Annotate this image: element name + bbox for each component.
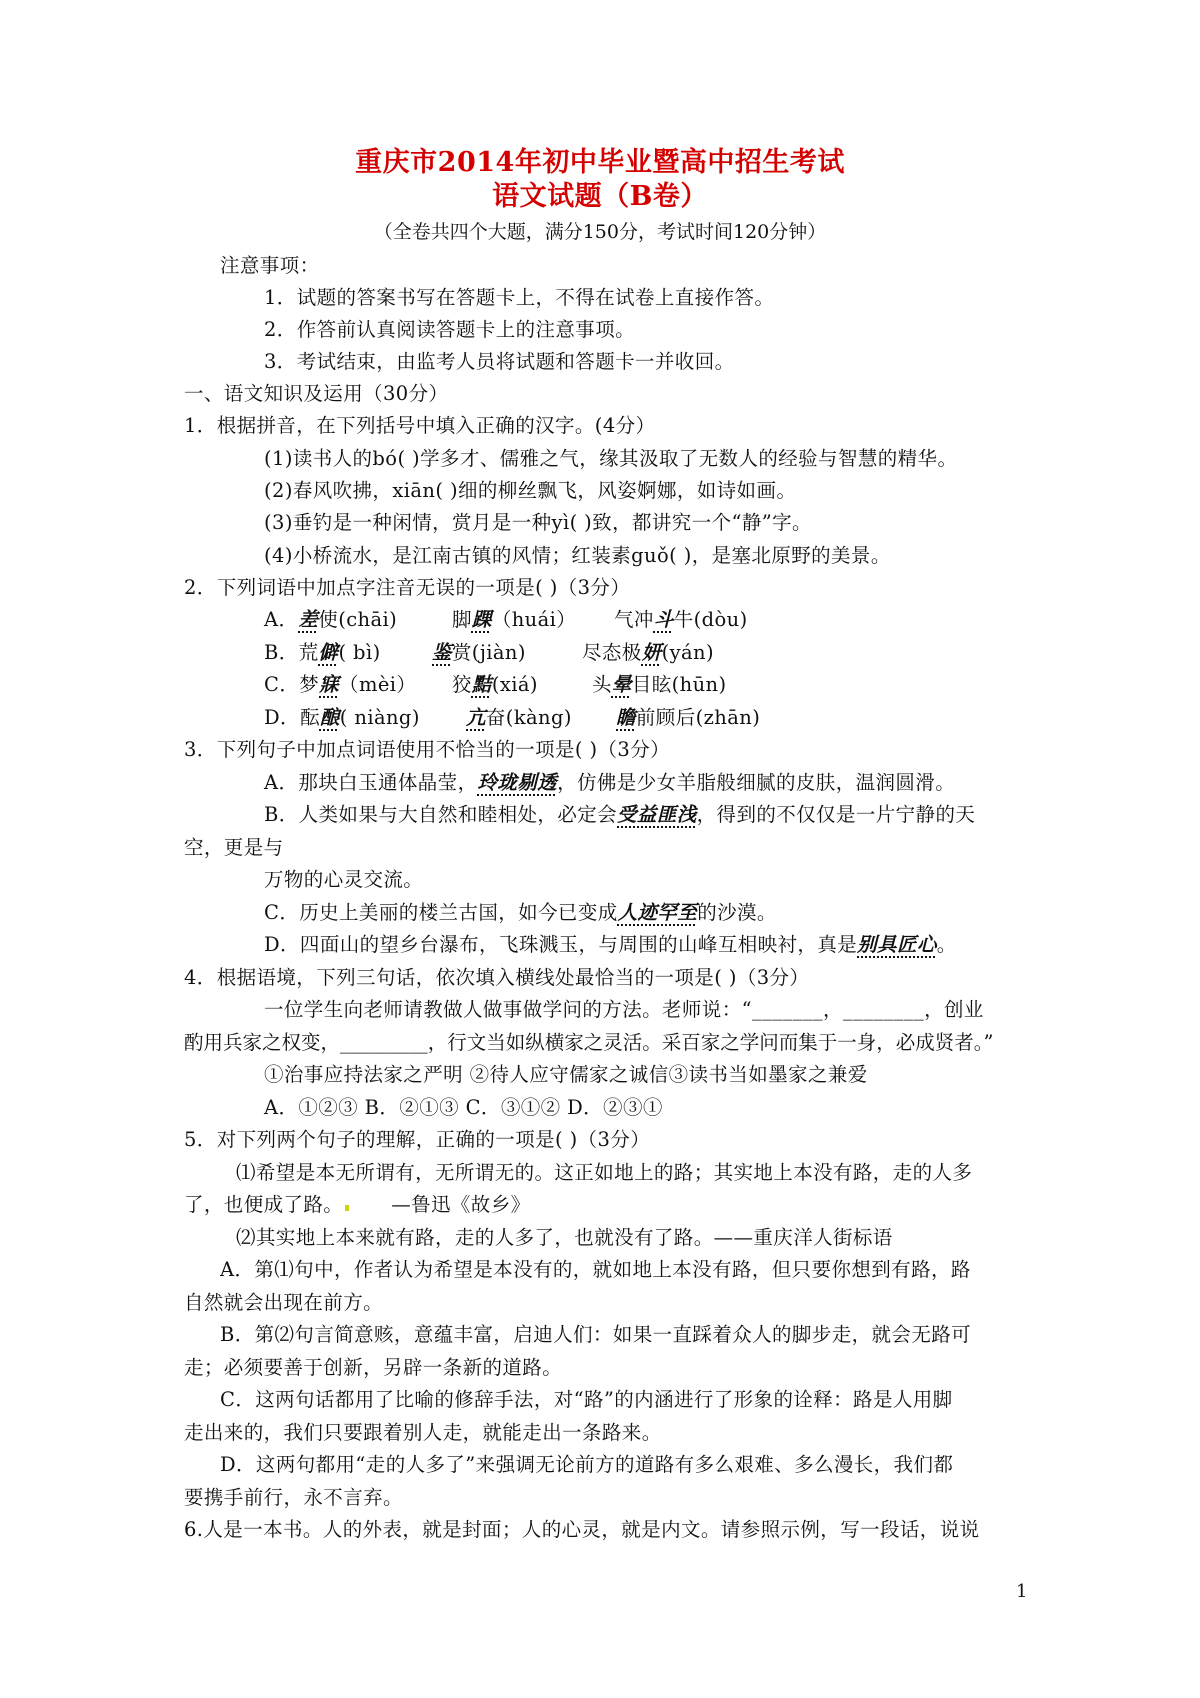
question-2-option-c-word2: 狡黠(xiá) <box>452 673 538 696</box>
question-4-text: 一位学生向老师请教做人做事做学问的方法。老师说：“_______，________，创业 <box>264 998 984 1021</box>
question-2-option-d-word2: 亢奋(kàng) <box>466 706 572 729</box>
question-2-option-a-word3: 气冲斗牛(dòu) <box>614 608 748 631</box>
notice-item: 2．作答前认真阅读答题卡上的注意事项。 <box>264 318 636 341</box>
question-5-option-b: B．第⑵句言简意赅，意蕴丰富，启迪人们：如果一直踩着众人的脚步走，就会无路可 <box>220 1323 972 1346</box>
question-3-option-a: A．那块白玉通体晶莹，玲珑剔透，仿佛是少女羊脂般细腻的皮肤，温润圆滑。 <box>264 771 956 794</box>
question-1-item: (4)小桥流水，是江南古镇的风情；红装素guǒ( )，是塞北原野的美景。 <box>264 544 891 567</box>
question-2-stem: 2．下列词语中加点字注音无误的一项是( )（3分） <box>184 576 631 599</box>
question-4-stem: 4．根据语境，下列三句话，依次填入横线处最恰当的一项是( )（3分） <box>184 966 810 989</box>
question-5-option-c-cont: 走出来的，我们只要跟着别人走，就能走出一条路来。 <box>184 1421 662 1444</box>
question-5-option-d-cont: 要携手前行，永不言弃。 <box>184 1486 403 1509</box>
question-3-option-b-cont: 空，更是与 <box>184 836 284 859</box>
page-number: 1 <box>1016 1581 1028 1602</box>
exam-info: （全卷共四个大题，满分150分，考试时间120分钟） <box>373 221 827 243</box>
exam-title: 重庆市2014年初中毕业暨高中招生考试 <box>355 147 845 178</box>
question-2-option-b-word3: 尽态极妍(yán) <box>582 641 715 664</box>
question-5-stem: 5．对下列两个句子的理解，正确的一项是( )（3分） <box>184 1128 651 1151</box>
question-5-option-a: A．第⑴句中，作者认为希望是本没有的，就如地上本没有路，但只要你想到有路，路 <box>220 1258 971 1281</box>
question-2-option-c-word3: 头晕目眩(hūn) <box>592 673 727 696</box>
question-5-option-a-cont: 自然就会出现在前方。 <box>184 1291 384 1314</box>
notice-item: 1．试题的答案书写在答题卡上，不得在试卷上直接作答。 <box>264 286 775 309</box>
question-5-sentence-2: ⑵其实地上本来就有路，走的人多了，也就没有了路。——重庆洋人街标语 <box>236 1226 893 1249</box>
question-1-item: (3)垂钓是一种闲情，赏月是一种yì( )致，都讲究一个“静”字。 <box>264 511 812 534</box>
question-2-option-b-word2: 鉴赏(jiàn) <box>432 641 526 664</box>
question-3-option-b: B．人类如果与大自然和睦相处，必定会受益匪浅，得到的不仅仅是一片宁静的天 <box>264 803 976 826</box>
question-1-stem: 1．根据拼音，在下列括号中填入正确的汉字。(4分） <box>184 414 656 437</box>
exam-subject-title: 语文试题（B卷） <box>492 181 708 212</box>
question-1-item: (1)读书人的bó( )学多才、儒雅之气，缘其汲取了无数人的经验与智慧的精华。 <box>264 447 958 470</box>
notice-heading: 注意事项： <box>220 254 320 277</box>
question-5-option-d: D．这两句都用“走的人多了”来强调无论前方的道路有多么艰难、多么漫长，我们都 <box>220 1453 954 1476</box>
question-2-option-a-word2: 脚踝（huái） <box>452 608 577 631</box>
question-1-item: (2)春风吹拂，xiān( )细的柳丝飘飞，风姿婀娜，如诗如画。 <box>264 479 797 502</box>
question-3-stem: 3．下列句子中加点词语使用不恰当的一项是( )（3分） <box>184 738 671 761</box>
question-2-option-c: C．梦寐（mèi） <box>264 673 417 696</box>
question-4-options: A．①②③ B．②①③ C．③①② D．②③① <box>264 1096 663 1119</box>
question-2-option-b: B．荒僻( bì) <box>264 641 381 664</box>
question-5-option-c: C．这两句话都用了比喻的修辞手法，对“路”的内涵进行了形象的诠释：路是人用脚 <box>220 1388 953 1411</box>
question-6-stem: 6.人是一本书。人的外表，就是封面；人的心灵，就是内文。请参照示例，写一段话，说说 <box>184 1518 980 1541</box>
question-5-sentence-1: ⑴希望是本无所谓有，无所谓无的。这正如地上的路；其实地上本没有路，走的人多 <box>236 1161 973 1184</box>
question-4-sentences: ①治事应持法家之严明 ②待人应守儒家之诚信③读书当如墨家之兼爱 <box>264 1063 868 1086</box>
question-3-option-b-cont: 万物的心灵交流。 <box>264 868 424 891</box>
notice-item: 3．考试结束，由监考人员将试题和答题卡一并收回。 <box>264 350 735 373</box>
question-3-option-d: D．四面山的望乡台瀑布，飞珠溅玉，与周围的山峰互相映衬，真是别具匠心。 <box>264 933 957 956</box>
question-2-option-a: A．差使(chāi) <box>264 608 398 631</box>
question-4-text: 酌用兵家之权变，_________，行文当如纵横家之灵活。采百家之学问而集于一身，必成贤者。” <box>184 1031 994 1054</box>
question-3-option-c: C．历史上美丽的楼兰古国，如今已变成人迹罕至的沙漠。 <box>264 901 777 924</box>
question-5-sentence-1-cont: 了，也便成了路。 —鲁迅《故乡》 <box>184 1193 531 1216</box>
question-5-option-b-cont: 走；必须要善于创新，另辟一条新的道路。 <box>184 1356 563 1379</box>
section-heading: 一、语文知识及运用（30分） <box>184 382 449 405</box>
question-2-option-d-word3: 瞻前顾后(zhān) <box>616 706 761 729</box>
highlight-marker <box>345 1205 349 1211</box>
question-2-option-d: D．酝酿( niàng) <box>264 706 420 729</box>
